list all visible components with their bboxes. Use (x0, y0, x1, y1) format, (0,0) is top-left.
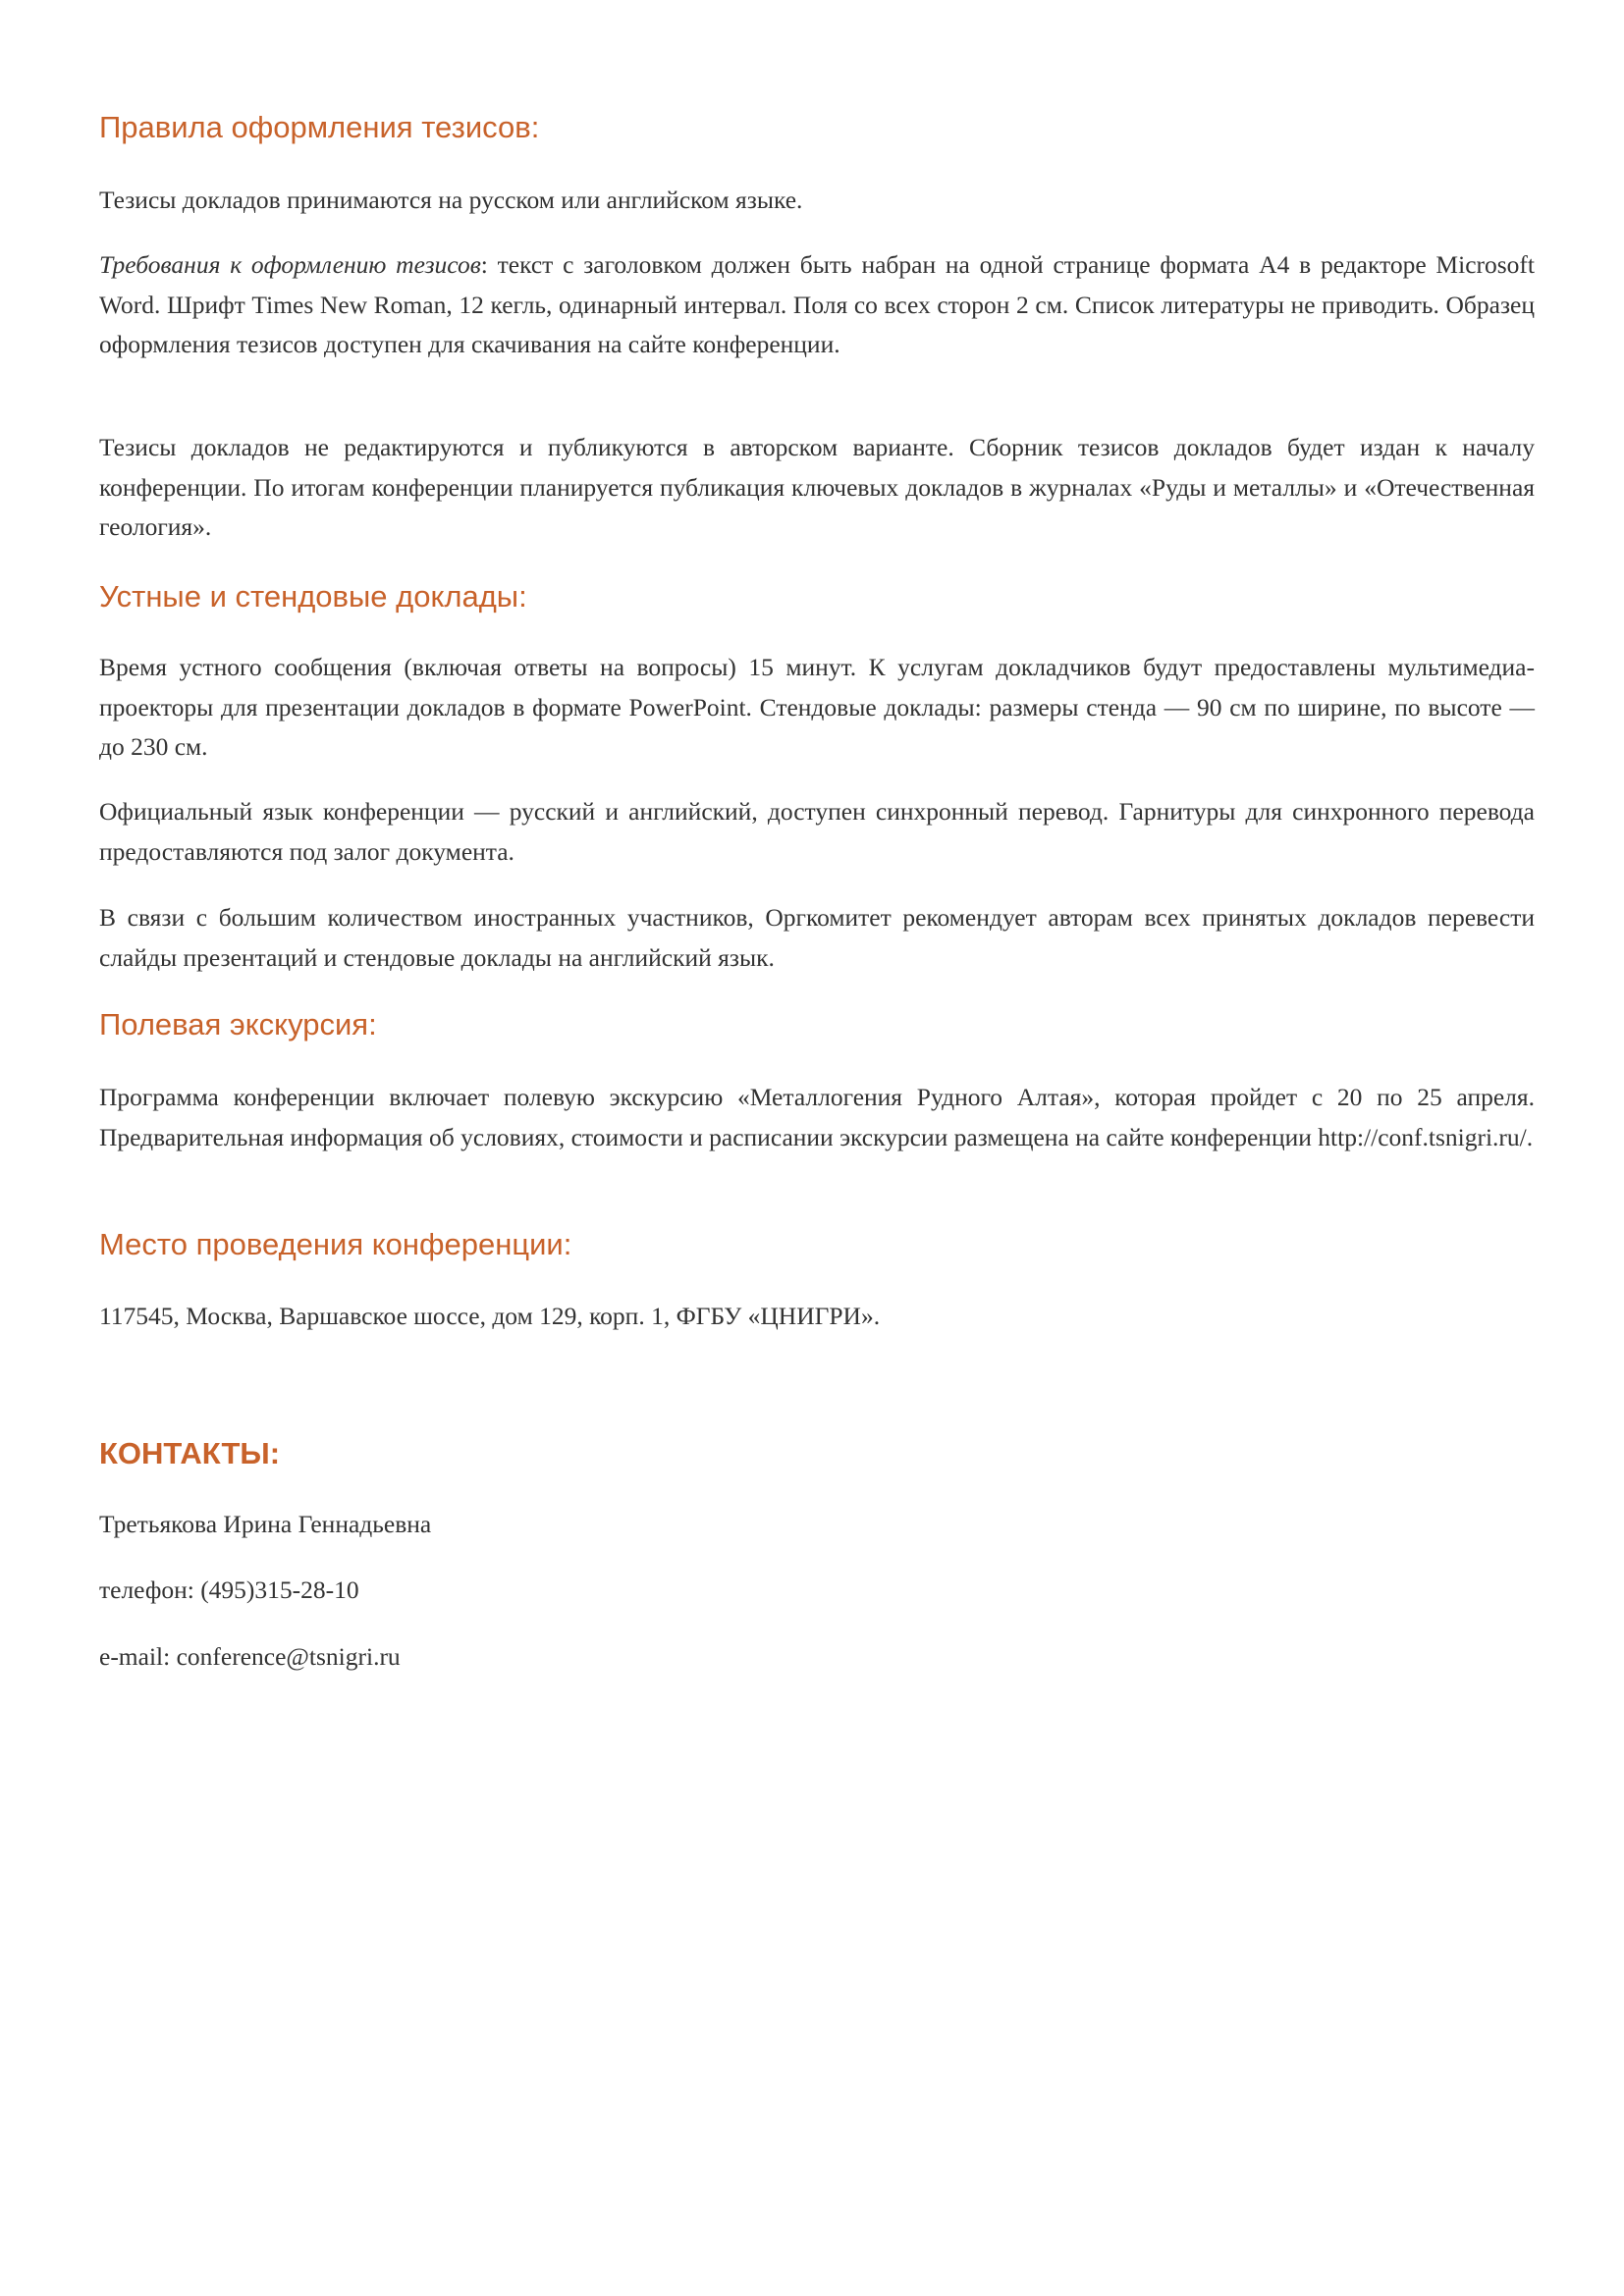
excursion-paragraph (99, 1078, 1535, 1157)
theses-paragraph-3: Тезисы докладов не редактируются и публикуются в авторском варианте. Сборник тезисов докладов будет издан к началу конференции. По итогам конференции планируется публикация ключевых докладов в журналах «Руды и металлы» и «Отечественная геология». (99, 433, 1535, 541)
contact-email: e-mail: conference@tsnigri.ru (99, 1642, 401, 1671)
talks-paragraph-1: Время устного сообщения (включая ответы на вопросы) 15 минут. К услугам докладчиков будут предоставлены мультимедиа-проекторы для презентации докладов в формате PowerPoint. Стендовые доклады: размеры стенда — 90 см по ширине, по высоте — до 230 см. (99, 653, 1535, 761)
contact-name: Третьякова Ирина Геннадьевна (99, 1510, 432, 1538)
theses-requirements-label: Требования к оформлению тезисов (99, 250, 481, 279)
excursion-heading: Полевая экскурсия: (99, 1007, 377, 1041)
excursion-text: Программа конференции включает полевую экскурсию «Металлогения Рудного Алтая», которая пройдет с 20 по 25 апреля. Предварительная информация об условиях, стоимости и расписании экскурсии размещена на сайте конференции (99, 1083, 1535, 1151)
theses-heading: Правила оформления тезисов: (99, 110, 540, 144)
venue-address: 117545, Москва, Варшавское шоссе, дом 129, корп. 1, ФГБУ «ЦНИГРИ». (99, 1302, 881, 1330)
talks-paragraph-3: В связи с большим количеством иностранных участников, Оргкомитет рекомендует авторам всех принятых докладов перевести слайды презентаций и стендовые доклады на английский язык. (99, 903, 1535, 972)
contacts-heading: КОНТАКТЫ: (99, 1436, 281, 1470)
theses-requirements-text: : текст с заголовком должен быть набран на одной странице формата А4 в редакторе Microsoft Word. Шрифт Times New Roman, 12 кегль, одинарный интервал. Поля со всех сторон 2 см. Список литературы не приводить. Образец оформления тезисов доступен для скачивания на сайте конференции. (99, 250, 1535, 358)
theses-paragraph-1: Тезисы докладов принимаются на русском или английском языке. (99, 186, 803, 214)
theses-paragraph-2 (99, 245, 1535, 365)
contact-phone: телефон: (495)315-28-10 (99, 1575, 359, 1604)
excursion-text-end: . (1526, 1122, 1534, 1151)
talks-heading: Устные и стендовые доклады: (99, 579, 527, 614)
talks-paragraph-2: Официальный язык конференции — русский и английский, доступен синхронный перевод. Гарнитуры для синхронного перевода предоставляются под залог документа. (99, 797, 1535, 866)
conference-site-link[interactable]: http://conf.tsnigri.ru/ (1318, 1122, 1527, 1151)
venue-heading: Место проведения конференции: (99, 1227, 572, 1261)
